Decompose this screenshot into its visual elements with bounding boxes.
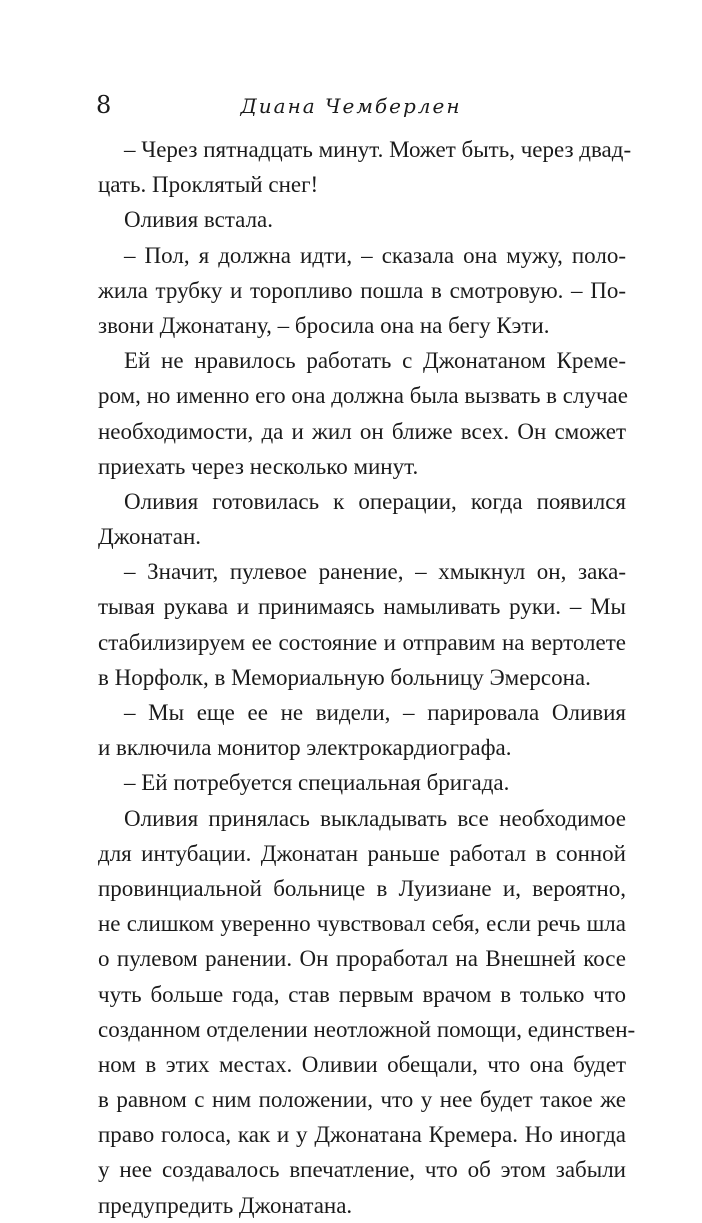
text-line: о пулевом ранении. Он проработал на Внешней косе xyxy=(98,946,626,972)
text-line: провинциальной больнице в Луизиане и, вероятно, xyxy=(98,875,626,901)
text-line: Оливия принялась выкладывать все необходимое xyxy=(124,805,626,831)
running-head: Диана Чемберлен xyxy=(240,94,462,118)
text-line: и включила монитор электрокардиографа. xyxy=(98,735,512,761)
text-line: приехать через несколько минут. xyxy=(98,453,419,479)
text-line: жила трубку и торопливо пошла в смотровую. – По- xyxy=(98,277,626,303)
text-line: Ей не нравилось работать с Джонатаном Кремe- xyxy=(124,348,626,374)
text-line: созданном отделении неотложной помощи, единствен- xyxy=(98,1016,636,1042)
text-line: звони Джонатану, – бросила она на бегу Кэти. xyxy=(98,312,550,338)
text-line: Оливия готовилась к операции, когда появился xyxy=(124,488,626,514)
text-line: цать. Проклятый снег! xyxy=(98,172,319,198)
text-line: необходимости, да и жил он ближе всех. Он сможет xyxy=(98,418,626,444)
page-number: 8 xyxy=(96,91,112,119)
body-text xyxy=(98,132,636,1223)
text-line: тывая рукава и принимаясь намыливать руки. – Мы xyxy=(98,594,626,620)
text-line: – Ей потребуется специальная бригада. xyxy=(124,770,510,796)
text-line: предупредить Джонатана. xyxy=(98,1192,353,1218)
text-line: – Пол, я должна идти, – сказала она мужу, поло- xyxy=(124,242,626,268)
text-line: право голоса, как и у Джонатана Кремера. Но иногда xyxy=(98,1122,626,1148)
text-line: – Через пятнадцать минут. Может быть, через двад- xyxy=(124,137,632,162)
text-line: ном в этих местах. Оливии обещали, что она будет xyxy=(98,1051,626,1077)
text-line: ром, но именно его она должна была вызвать в случае xyxy=(98,383,628,409)
text-line: Джонатан. xyxy=(98,524,202,550)
text-line: Оливия встала. xyxy=(124,207,274,233)
text-line: чуть больше года, став первым врачом в только что xyxy=(98,981,626,1007)
text-line: для интубации. Джонатан раньше работал в сонной xyxy=(98,840,626,866)
text-line: – Значит, пулевое ранение, – хмыкнул он, зака- xyxy=(124,559,626,585)
text-line: в равном с ним положении, что у нее будет такое же xyxy=(98,1087,626,1113)
text-line: у нее создавалось впечатление, что об этом забыли xyxy=(98,1157,626,1183)
text-line: в Норфолк, в Мемориальную больницу Эмерсона. xyxy=(98,664,591,690)
text-line: не слишком уверенно чувствовал себя, если речь шла xyxy=(98,911,626,937)
text-line: – Мы еще ее не видели, – парировала Оливия xyxy=(124,700,626,725)
text-line: стабилизируем ее состояние и отправим на вертолете xyxy=(98,629,626,655)
